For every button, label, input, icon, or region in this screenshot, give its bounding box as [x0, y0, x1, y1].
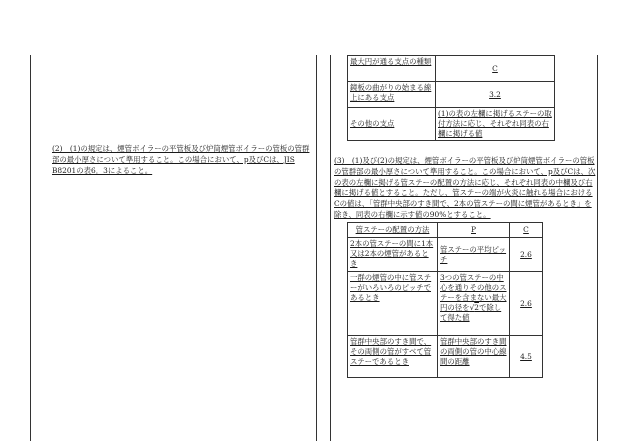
table-row — [348, 82, 555, 108]
table-cell-label: 最大円が通る支点の種類 — [348, 56, 436, 82]
center-left-line — [316, 55, 317, 441]
p-text-post: で除して得た値 — [440, 303, 502, 322]
right-margin-line — [597, 55, 598, 441]
table-cell-label: その他の支点 — [348, 108, 436, 141]
support-point-table — [347, 55, 555, 141]
table-row — [348, 272, 543, 336]
table-cell-value: (1)の表の左欄に掲げるステーの取付方法に応じ、それぞれ同表の右欄に掲げる値 — [436, 108, 555, 141]
table-cell-p: 管ステーの平均ピッチ — [438, 238, 510, 272]
right-paragraph: (3) (1)及び(2)の規定は、煙管ボイラーの平管板及び炉筒煙管ボイラーの管板の管群部の最小厚さについて準用すること。この場合において、p及びCは、次の表の左欄に掲げる管ステーの配置の方法に応じ、それぞれ同表の中欄及び右欄に掲げる値とすること。ただし、管ステーの端が火炎に触れる場合におけるCの値は、「管群中央部のすき間で、2本の管ステーの間に煙管があるとき」を除き、同表の右欄に示す値の90%とすること。 — [334, 156, 596, 219]
header-method: 管ステーの配置の方法 — [348, 223, 438, 238]
sqrt-value: 2 — [474, 303, 479, 312]
table-cell-c: 4.5 — [510, 336, 543, 378]
stay-arrangement-table — [347, 222, 543, 378]
table-header-row — [348, 223, 543, 238]
table-cell-c: 2.6 — [510, 272, 543, 336]
header-p: P — [438, 223, 510, 238]
table-cell-method: 2本の管ステーの間に1本又は2本の煙管があるとき — [348, 238, 438, 272]
left-margin-line — [30, 55, 31, 441]
table-cell-p — [438, 272, 510, 336]
table-row — [348, 238, 543, 272]
table-cell-method: 一群の煙管の中に管ステーがいろいろのピッチであるとき — [348, 272, 438, 336]
table-row — [348, 336, 543, 378]
table-cell-method: 管群中央部のすき間で、その両側の管がすべて管ステーであるとき — [348, 336, 438, 378]
center-right-line — [330, 55, 331, 441]
table-cell-value: 3.2 — [436, 82, 555, 108]
table-cell-value: C — [436, 56, 555, 82]
table-row — [348, 56, 555, 82]
table-cell-p: 管群中央部のすき間の両側の管の中心線間の距離 — [438, 336, 510, 378]
table-row — [348, 108, 555, 141]
header-c: C — [510, 223, 543, 238]
table-cell-label: 鏡板の曲がりの始まる線上にある支点 — [348, 82, 436, 108]
p-text-pre: 3つの管ステーの中心を通りその他のステーを含まない最大円の径を — [440, 273, 507, 312]
table-cell-c: 2.6 — [510, 238, 543, 272]
sqrt-symbol: √ — [469, 303, 475, 312]
left-paragraph: (2) (1)の規定は、煙管ボイラーの平管板及び炉筒煙管ボイラーの管板の管群部の最小厚さについて準用すること。この場合において、p及びCは、JIS B8201の表6．3によること。 — [52, 144, 310, 175]
